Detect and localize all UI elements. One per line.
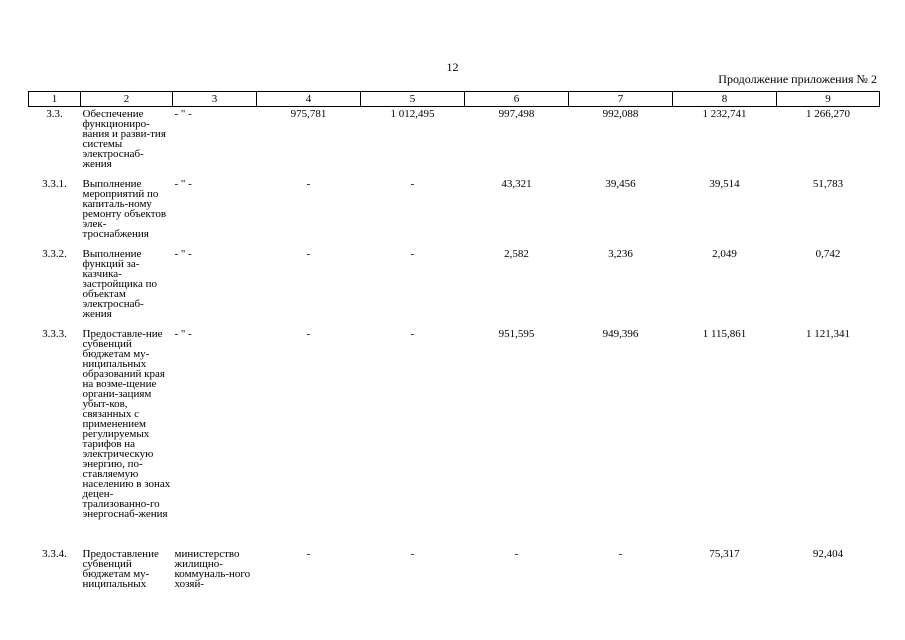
value-cell: - (410, 548, 415, 560)
header-cell: 2 (81, 92, 173, 107)
header-row (29, 92, 880, 107)
value-cell: 1 121,341 (806, 328, 850, 340)
value-cell: 39,514 (709, 178, 740, 190)
table-row (29, 247, 880, 327)
value-cell: 1 115,861 (702, 328, 747, 340)
value-cell: 1 012,495 (390, 108, 435, 120)
value-cell: 51,783 (812, 178, 844, 190)
value-cell: 1 266,270 (806, 108, 850, 120)
row-name: Выполнение функций за-казчика-застройщика по объектам электроснаб-жения (82, 248, 157, 320)
value-cell: - (306, 328, 311, 340)
table-row (29, 177, 880, 247)
value-cell: 92,404 (812, 548, 844, 560)
value-cell: 39,456 (605, 178, 636, 190)
value-cell: 975,781 (290, 108, 327, 120)
value-cell: 951,595 (498, 328, 535, 340)
value-cell: - (514, 548, 519, 560)
table-row (29, 107, 880, 178)
row-name: Предоставление субвенций бюджетам му-ниципальных (82, 548, 159, 590)
header-cell: 4 (257, 92, 361, 107)
header-cell: 1 (29, 92, 81, 107)
header-cell: 8 (673, 92, 777, 107)
row-code: 3.3.2. (42, 248, 67, 260)
row-code: 3.3.1. (42, 178, 67, 190)
row-executor: - " - (174, 108, 192, 120)
table-row (29, 327, 880, 547)
value-cell: 992,088 (602, 108, 639, 120)
header-cell: 7 (569, 92, 673, 107)
header-cell: 6 (465, 92, 569, 107)
row-executor: - " - (174, 248, 192, 260)
value-cell: - (410, 248, 415, 260)
row-code: 3.3.3. (42, 328, 67, 340)
header-cell: 9 (777, 92, 880, 107)
value-cell: 0,742 (815, 248, 841, 260)
value-cell: - (306, 248, 311, 260)
row-code: 3.3.4. (42, 548, 67, 560)
value-cell: 2,049 (712, 248, 737, 260)
row-name: Обеспечение функциониро-вания и разви-тия системы электроснаб-жения (82, 108, 166, 170)
value-cell: - (306, 548, 311, 560)
value-cell: 3,236 (608, 248, 633, 260)
table-row (29, 547, 880, 599)
row-executor: министерство жилищно-коммуналь-ного хозяй- (174, 548, 251, 590)
value-cell: 2,582 (504, 248, 529, 260)
row-executor: - " - (174, 178, 192, 190)
value-cell: 949,396 (602, 328, 639, 340)
continuation-label: Продолжение приложения № 2 (718, 72, 877, 86)
header-cell: 3 (173, 92, 257, 107)
row-name: Предоставле-ние субвенций бюджетам му-ниципальных образований края на возме-щение органи-зациям убыт-ков, связанных с применением регулируемых тарифов на электрическую энергию, по-ставляемую населению в зонах децен-трализованно-го энергоснаб-жения (82, 328, 171, 520)
row-name: Выполнение мероприятий по капиталь-ному ремонту объектов элек-троснабжения (82, 178, 167, 240)
value-cell: - (410, 328, 415, 340)
value-cell: 997,498 (498, 108, 535, 120)
value-cell: 1 232,741 (702, 108, 747, 120)
header-cell: 5 (361, 92, 465, 107)
value-cell: 75,317 (709, 548, 740, 560)
budget-table (28, 91, 880, 599)
value-cell: - (306, 178, 311, 190)
row-code: 3.3. (46, 108, 63, 120)
value-cell: - (618, 548, 623, 560)
row-executor: - " - (174, 328, 192, 340)
page-number: 12 (446, 60, 459, 74)
value-cell: 43,321 (501, 178, 532, 190)
value-cell: - (410, 178, 415, 190)
